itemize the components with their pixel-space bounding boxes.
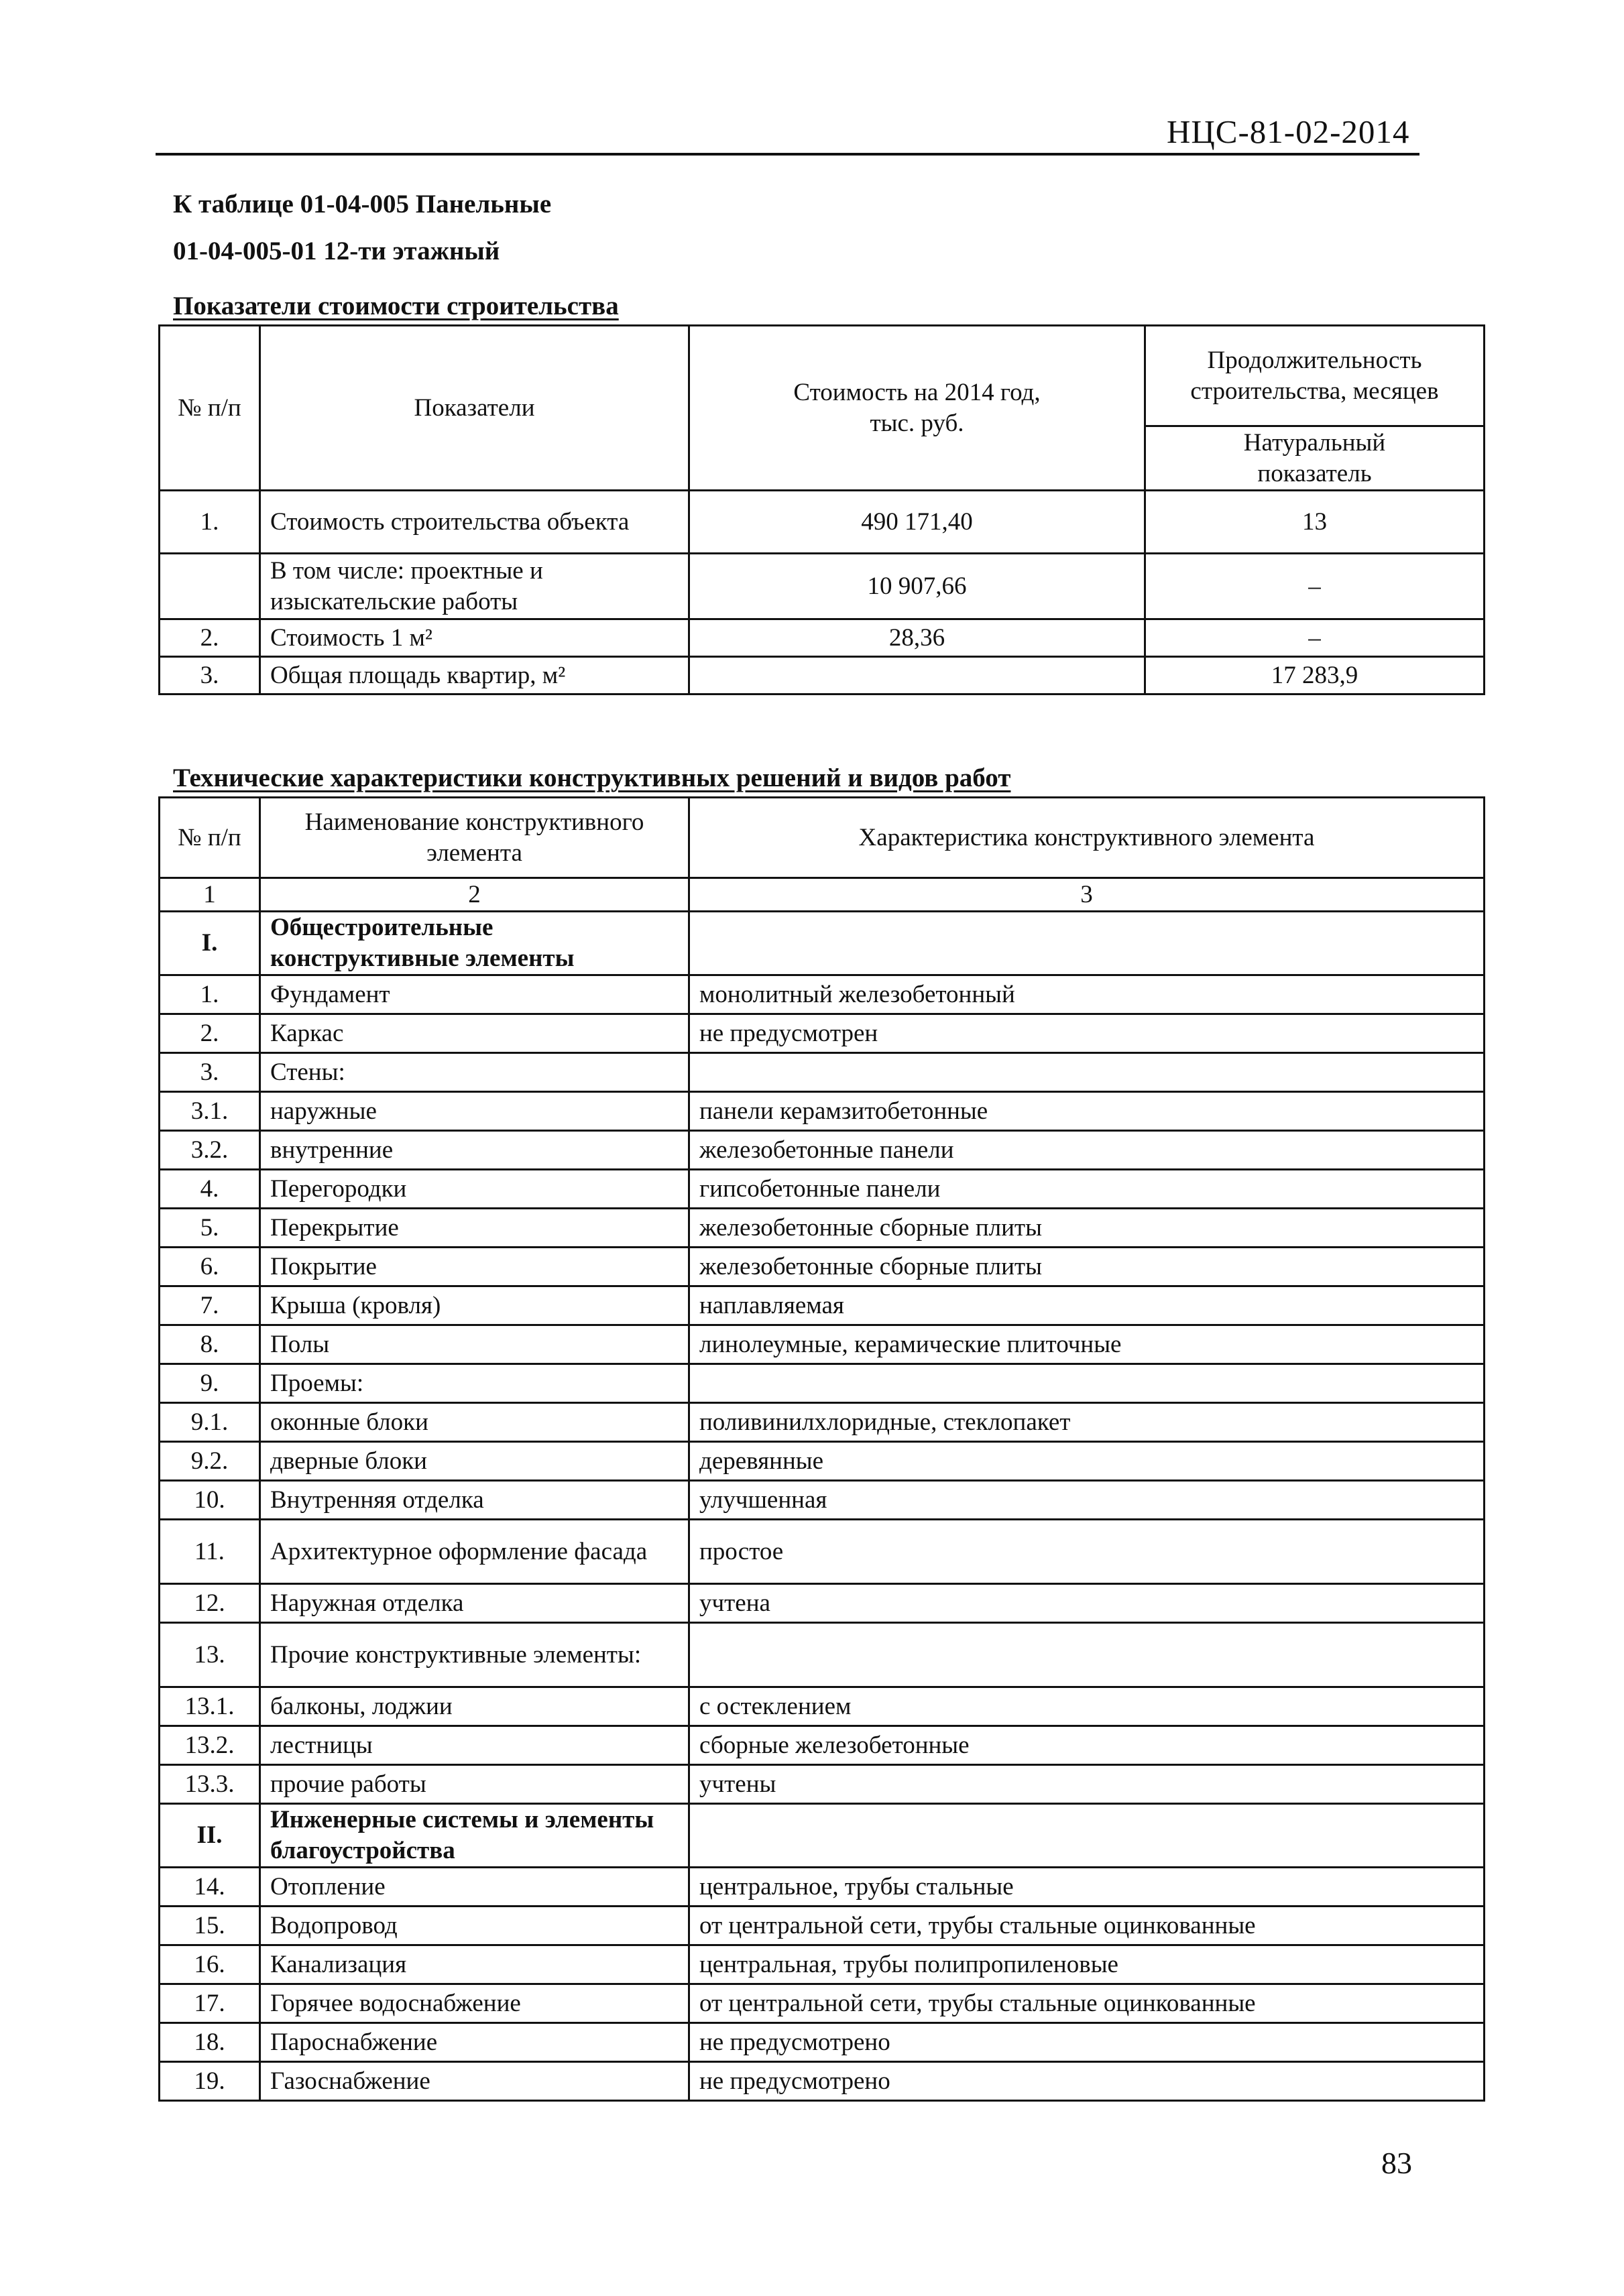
- cost-header-duration: Продолжительность строительства, месяцев: [1145, 326, 1485, 426]
- table-row: [160, 1623, 1485, 1687]
- row-cost: 28,36: [689, 619, 1145, 657]
- row-characteristic: не предусмотрен: [689, 1014, 1485, 1053]
- row-name: Инженерные системы и элементы благоустройства: [260, 1804, 689, 1868]
- table-row: [160, 1907, 1485, 1945]
- row-characteristic: наплавляемая: [689, 1286, 1485, 1325]
- table-row: [160, 1364, 1485, 1403]
- row-characteristic: [689, 1804, 1485, 1868]
- row-characteristic: от центральной сети, трубы стальные оцинкованные: [689, 1907, 1485, 1945]
- row-name: В том числе: проектные и изыскательские работы: [260, 554, 689, 619]
- table-row: [160, 1984, 1485, 2023]
- row-name: Канализация: [260, 1945, 689, 1984]
- row-characteristic: деревянные: [689, 1442, 1485, 1481]
- row-num: 14.: [160, 1868, 260, 1907]
- row-num: 13.: [160, 1623, 260, 1687]
- row-num: 3.2.: [160, 1131, 260, 1170]
- row-num: 2.: [160, 619, 260, 657]
- column-number: 3: [689, 878, 1485, 912]
- row-name: Газоснабжение: [260, 2062, 689, 2101]
- table-row: [160, 1403, 1485, 1442]
- row-num: 3.: [160, 657, 260, 694]
- row-name: Покрытие: [260, 1248, 689, 1286]
- row-characteristic: центральное, трубы стальные: [689, 1868, 1485, 1907]
- row-num: 7.: [160, 1286, 260, 1325]
- row-name: прочие работы: [260, 1765, 689, 1804]
- table-row: [160, 657, 1485, 694]
- row-num: 9.: [160, 1364, 260, 1403]
- row-name: Архитектурное оформление фасада: [260, 1520, 689, 1584]
- row-name: Пароснабжение: [260, 2023, 689, 2062]
- row-name: дверные блоки: [260, 1442, 689, 1481]
- row-duration: 13: [1145, 491, 1485, 554]
- cost-header-num: № п/п: [160, 326, 260, 491]
- table-row: [160, 1209, 1485, 1248]
- row-characteristic: с остеклением: [689, 1687, 1485, 1726]
- tech-header-num: № п/п: [160, 798, 260, 878]
- table-row: [160, 1868, 1485, 1907]
- row-name: Внутренняя отделка: [260, 1481, 689, 1520]
- row-characteristic: [689, 1623, 1485, 1687]
- column-number-row: [160, 878, 1485, 912]
- row-num: I.: [160, 912, 260, 975]
- row-name: Водопровод: [260, 1907, 689, 1945]
- row-characteristic: панели керамзитобетонные: [689, 1092, 1485, 1131]
- table-row: [160, 975, 1485, 1014]
- tech-section-title: Технические характеристики конструктивных решений и видов работ: [173, 764, 1011, 792]
- row-name: Каркас: [260, 1014, 689, 1053]
- row-num: 1.: [160, 491, 260, 554]
- table-row: [160, 1687, 1485, 1726]
- row-characteristic: сборные железобетонные: [689, 1726, 1485, 1765]
- column-number: 2: [260, 878, 689, 912]
- table-row: [160, 1131, 1485, 1170]
- table-row: [160, 2023, 1485, 2062]
- table-row: [160, 1170, 1485, 1209]
- row-num: [160, 554, 260, 619]
- row-characteristic: не предусмотрено: [689, 2062, 1485, 2101]
- row-name: Полы: [260, 1325, 689, 1364]
- row-characteristic: гипсобетонные панели: [689, 1170, 1485, 1209]
- row-cost: 10 907,66: [689, 554, 1145, 619]
- table-row: [160, 1520, 1485, 1584]
- row-name: внутренние: [260, 1131, 689, 1170]
- row-num: 17.: [160, 1984, 260, 2023]
- row-name: Наружная отделка: [260, 1584, 689, 1623]
- row-duration: –: [1145, 554, 1485, 619]
- row-num: 19.: [160, 2062, 260, 2101]
- tech-characteristics-table: [158, 796, 1485, 2102]
- row-name: лестницы: [260, 1726, 689, 1765]
- row-num: 6.: [160, 1248, 260, 1286]
- row-num: 9.1.: [160, 1403, 260, 1442]
- row-duration: 17 283,9: [1145, 657, 1485, 694]
- table-row: [160, 1248, 1485, 1286]
- row-characteristic: монолитный железобетонный: [689, 975, 1485, 1014]
- table-row: [160, 1945, 1485, 1984]
- row-characteristic: учтена: [689, 1584, 1485, 1623]
- row-characteristic: поливинилхлоридные, стеклопакет: [689, 1403, 1485, 1442]
- row-num: 8.: [160, 1325, 260, 1364]
- tech-header-characteristic: Характеристика конструктивного элемента: [689, 798, 1485, 878]
- row-name: балконы, лоджии: [260, 1687, 689, 1726]
- table-row: [160, 1726, 1485, 1765]
- row-num: 3.: [160, 1053, 260, 1092]
- row-num: 10.: [160, 1481, 260, 1520]
- tech-header-row: [160, 798, 1485, 878]
- page-number: 83: [1381, 2146, 1412, 2180]
- table-row: [160, 1804, 1485, 1868]
- row-characteristic: учтены: [689, 1765, 1485, 1804]
- row-name: Стоимость строительства объекта: [260, 491, 689, 554]
- row-name: Перегородки: [260, 1170, 689, 1209]
- row-name: Стены:: [260, 1053, 689, 1092]
- row-name: Перекрытие: [260, 1209, 689, 1248]
- table-row: [160, 1481, 1485, 1520]
- document-code: НЦС-81-02-2014: [1167, 113, 1410, 150]
- table-reference-title: К таблице 01-04-005 Панельные: [173, 190, 552, 219]
- row-duration: –: [1145, 619, 1485, 657]
- row-name: Горячее водоснабжение: [260, 1984, 689, 2023]
- row-name: Общестроительные конструктивные элементы: [260, 912, 689, 975]
- row-characteristic: [689, 912, 1485, 975]
- row-characteristic: не предусмотрено: [689, 2023, 1485, 2062]
- row-name: Прочие конструктивные элементы:: [260, 1623, 689, 1687]
- row-num: 18.: [160, 2023, 260, 2062]
- table-row: [160, 1325, 1485, 1364]
- row-num: 9.2.: [160, 1442, 260, 1481]
- row-name: Фундамент: [260, 975, 689, 1014]
- cost-header-cost: Стоимость на 2014 год, тыс. руб.: [689, 326, 1145, 491]
- row-characteristic: простое: [689, 1520, 1485, 1584]
- column-number: 1: [160, 878, 260, 912]
- row-num: 1.: [160, 975, 260, 1014]
- row-name: Стоимость 1 м²: [260, 619, 689, 657]
- row-name: Крыша (кровля): [260, 1286, 689, 1325]
- cost-header-natural: Натуральный показатель: [1145, 426, 1485, 491]
- row-name: наружные: [260, 1092, 689, 1131]
- table-row: [160, 1092, 1485, 1131]
- row-characteristic: [689, 1364, 1485, 1403]
- row-num: 5.: [160, 1209, 260, 1248]
- row-num: 15.: [160, 1907, 260, 1945]
- row-name: Общая площадь квартир, м²: [260, 657, 689, 694]
- row-num: 4.: [160, 1170, 260, 1209]
- row-num: 16.: [160, 1945, 260, 1984]
- row-num: II.: [160, 1804, 260, 1868]
- row-characteristic: железобетонные панели: [689, 1131, 1485, 1170]
- table-row: [160, 1584, 1485, 1623]
- header-rule: [156, 153, 1419, 156]
- row-num: 13.1.: [160, 1687, 260, 1726]
- table-row: [160, 1053, 1485, 1092]
- table-row: [160, 491, 1485, 554]
- row-num: 13.2.: [160, 1726, 260, 1765]
- table-row: [160, 912, 1485, 975]
- cost-section-title: Показатели стоимости строительства: [173, 292, 619, 320]
- row-num: 11.: [160, 1520, 260, 1584]
- table-row: [160, 619, 1485, 657]
- cost-header-indicators: Показатели: [260, 326, 689, 491]
- table-row: [160, 1765, 1485, 1804]
- row-characteristic: улучшенная: [689, 1481, 1485, 1520]
- row-num: 13.3.: [160, 1765, 260, 1804]
- table-row: [160, 1286, 1485, 1325]
- table-row: [160, 554, 1485, 619]
- row-characteristic: от центральной сети, трубы стальные оцинкованные: [689, 1984, 1485, 2023]
- table-row: [160, 2062, 1485, 2101]
- row-characteristic: железобетонные сборные плиты: [689, 1209, 1485, 1248]
- row-name: оконные блоки: [260, 1403, 689, 1442]
- cost-indicators-table: [158, 324, 1485, 695]
- table-row: [160, 1014, 1485, 1053]
- cost-header-row: [160, 326, 1485, 426]
- row-num: 2.: [160, 1014, 260, 1053]
- row-characteristic: железобетонные сборные плиты: [689, 1248, 1485, 1286]
- table-row: [160, 1442, 1485, 1481]
- tech-header-name: Наименование конструктивного элемента: [260, 798, 689, 878]
- row-name: Отопление: [260, 1868, 689, 1907]
- row-cost: 490 171,40: [689, 491, 1145, 554]
- row-characteristic: [689, 1053, 1485, 1092]
- row-characteristic: линолеумные, керамические плиточные: [689, 1325, 1485, 1364]
- row-num: 12.: [160, 1584, 260, 1623]
- row-name: Проемы:: [260, 1364, 689, 1403]
- row-characteristic: центральная, трубы полипропиленовые: [689, 1945, 1485, 1984]
- row-num: 3.1.: [160, 1092, 260, 1131]
- subtable-title: 01-04-005-01 12-ти этажный: [173, 237, 500, 265]
- row-cost: [689, 657, 1145, 694]
